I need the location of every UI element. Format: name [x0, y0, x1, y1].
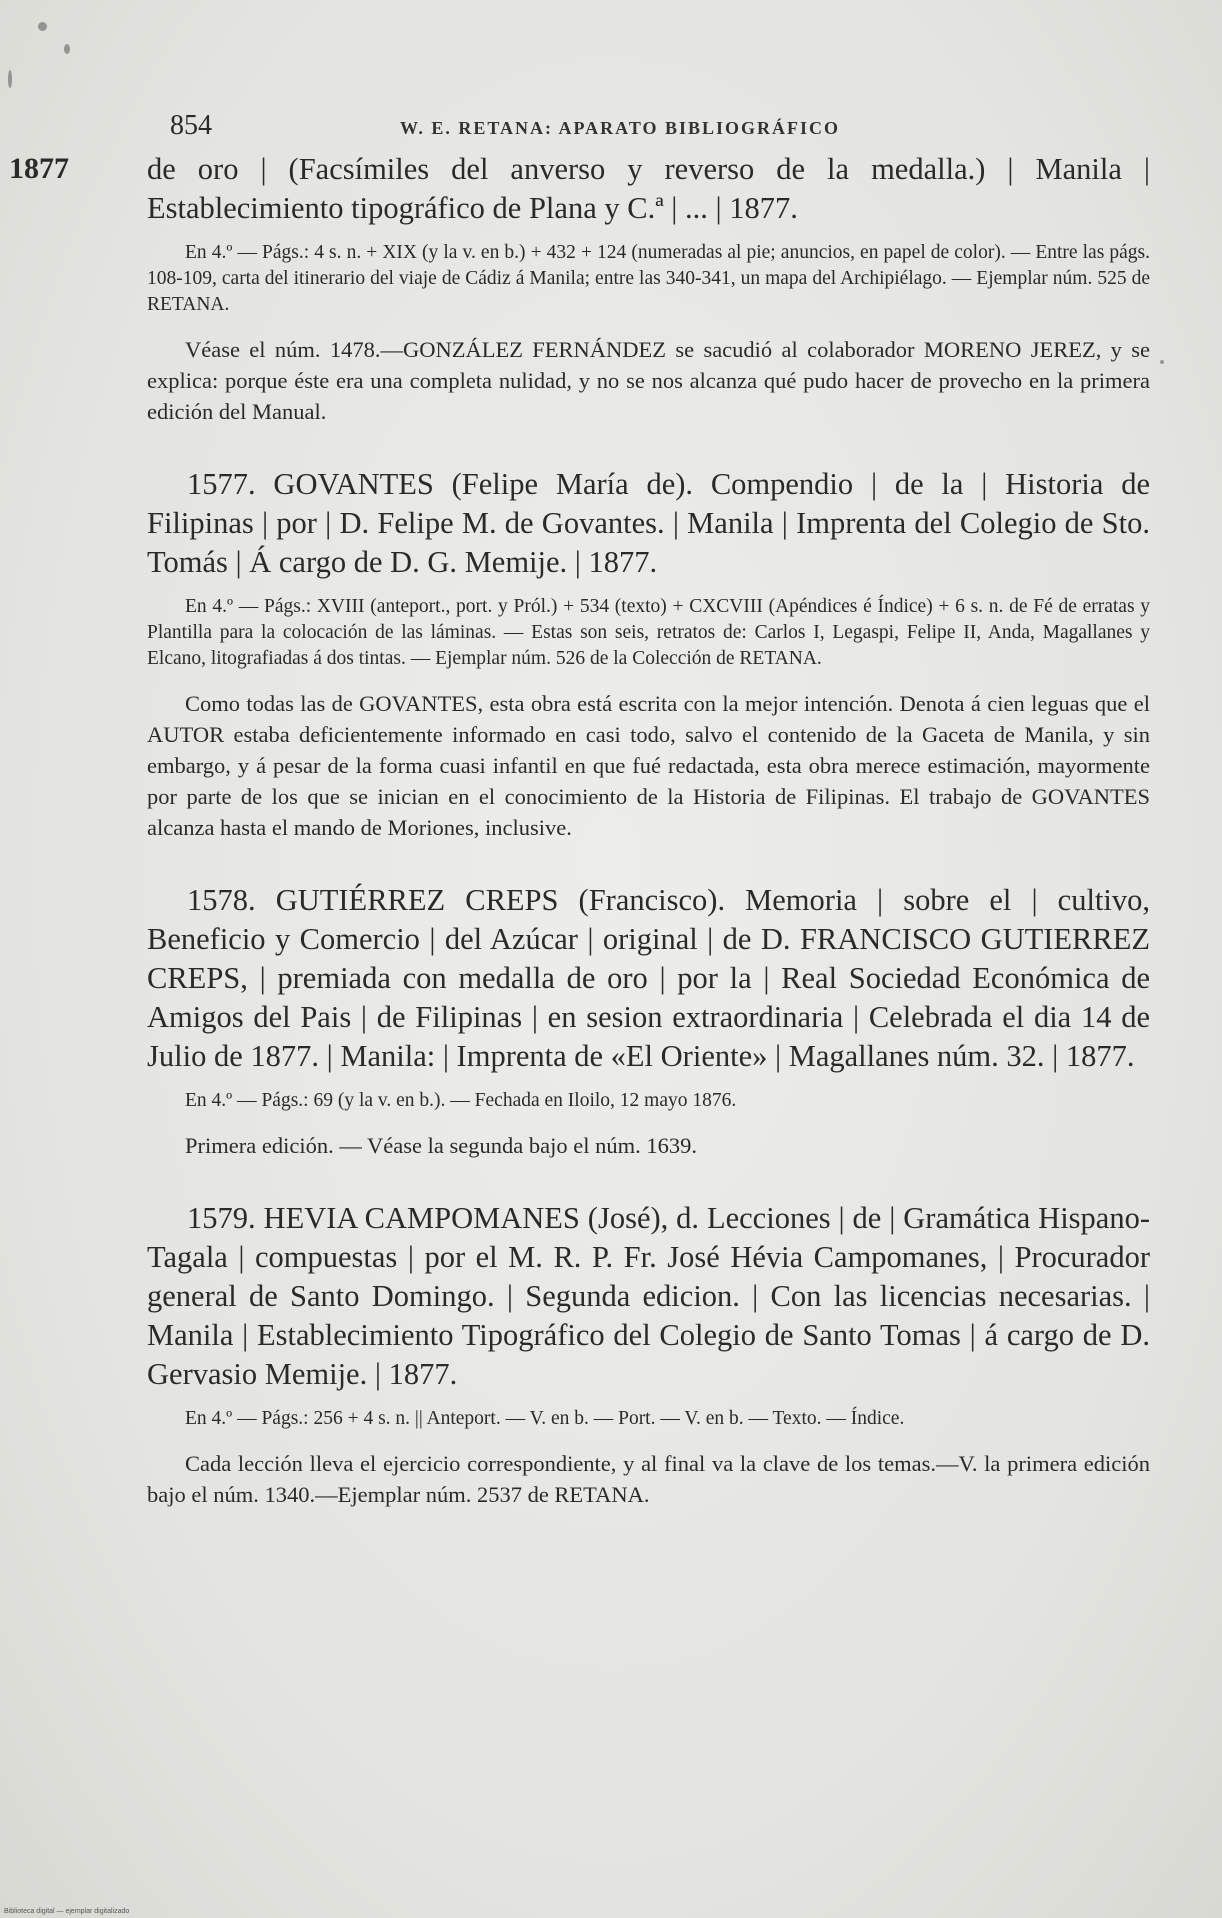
entry-collation: En 4.º — Págs.: 69 (y la v. en b.). — Fechada en Iloilo, 12 mayo 1876. — [185, 1090, 737, 1111]
entry-number: 1579. — [187, 1201, 256, 1235]
page-content — [9, 150, 1151, 1510]
entry-heading — [147, 881, 1150, 1076]
page-number: 854 — [170, 110, 212, 141]
entry-heading — [147, 1199, 1150, 1394]
scan-speck — [1160, 360, 1164, 364]
entry-1579 — [147, 1199, 1150, 1510]
entry-heading-text: GOVANTES (Felipe María de). Compendio | de la | Historia de Filipinas | por | D. Felipe M. de Govantes. | Manila | Imprenta del Colegio de Sto. Tomás | Á cargo de D. G. Memije. | 1877. — [147, 467, 1150, 579]
entry-collation: En 4.º — Págs.: 256 + 4 s. n. || Anteport. — V. en b. — Port. — V. en b. — Texto. — Índice. — [185, 1408, 905, 1429]
entry-commentary: Véase el núm. 1478.—GONZÁLEZ FERNÁNDEZ se sacudió al colaborador MORENO JEREZ, y se explica: porque éste era una completa nulidad, y no se nos alcanza qué pudo hacer de provecho en la primera edición del Manual. — [147, 337, 1150, 424]
entry-continuation — [9, 150, 1150, 427]
running-head — [170, 110, 1150, 142]
entry-collation: En 4.º — Págs.: XVIII (anteport., port. y Pról.) + 534 (texto) + CXCVIII (Apéndices é Índice) + 6 s. n. de Fé de erratas y Plantilla para la colocación de las láminas. — Estas son seis, retratos de: Carlos I, Legaspi, Felipe II, Anda, Magallanes y Elcano, litografiadas á dos tintas. — Ejemplar núm. 526 de la Colección de RETANA. — [147, 596, 1150, 669]
entry-number: 1578. — [187, 883, 256, 917]
entry-commentary: Cada lección lleva el ejercicio correspondiente, y al final va la clave de los temas.—V. la primera edición bajo el núm. 1340.—Ejemplar núm. 2537 de RETANA. — [147, 1451, 1150, 1507]
entry-heading — [147, 465, 1150, 582]
entry-number: 1577. — [187, 467, 256, 501]
entry-collation: En 4.º — Págs.: 4 s. n. + XIX (y la v. en b.) + 432 + 124 (numeradas al pie; anuncios, en papel de color). — Entre las págs. 108-109, carta del itinerario del viaje de Cádiz á Manila; entre las 340-341, un mapa del Archipiélago. — Ejemplar núm. 525 de RETANA. — [147, 242, 1150, 315]
entry-1578 — [147, 881, 1150, 1161]
scan-speck — [38, 22, 47, 31]
scan-footer-note: Biblioteca digital — ejemplar digitalizado — [4, 1908, 130, 1915]
entry-1577 — [147, 465, 1150, 843]
entry-heading: de oro | (Facsímiles del anverso y reverso de la medalla.) | Manila | Establecimiento tipográfico de Plana y C.ª | ... | 1877. — [147, 152, 1150, 225]
scan-speck — [8, 70, 12, 88]
entry-heading-text: GUTIÉRREZ CREPS (Francisco). Memoria | sobre el | cultivo, Beneficio y Comercio | del Azúcar | original | de D. FRANCISCO GUTIERREZ CREPS, | premiada con medalla de oro | por la | Real Sociedad Económica de Amigos del Pais | de Filipinas | en sesion extraordinaria | Celebrada el dia 14 de Julio de 1877. | Manila: | Imprenta de «El Oriente» | Magallanes núm. 32. | 1877. — [147, 883, 1151, 1073]
margin-year: 1877 — [9, 152, 69, 185]
entry-commentary: Como todas las de GOVANTES, esta obra está escrita con la mejor intención. Denota á cien leguas que el AUTOR estaba deficientemente informado en casi todo, salvo el contenido de la Gaceta de Manila, y sin embargo, y á pesar de la forma cuasi infantil en que fué redactada, esta obra merece estimación, mayormente por parte de los que se inician en el conocimiento de la Historia de Filipinas. El trabajo de GOVANTES alcanza hasta el mando de Moriones, inclusive. — [147, 691, 1150, 840]
entry-heading-text: HEVIA CAMPOMANES (José), d. Lecciones | de | Gramática Hispano-Tagala | compuestas | por el M. R. P. Fr. José Hévia Campomanes, | Procurador general de Santo Domingo. | Segunda edicion. | Con las licencias necesarias. | Manila | Establecimiento Tipográfico del Colegio de Santo Tomas | á cargo de D. Gervasio Memije. | 1877. — [147, 1201, 1150, 1391]
scan-speck — [64, 44, 70, 54]
entry-commentary: Primera edición. — Véase la segunda bajo el núm. 1639. — [185, 1133, 697, 1158]
running-title: W. E. RETANA: APARATO BIBLIOGRÁFICO — [400, 118, 841, 138]
